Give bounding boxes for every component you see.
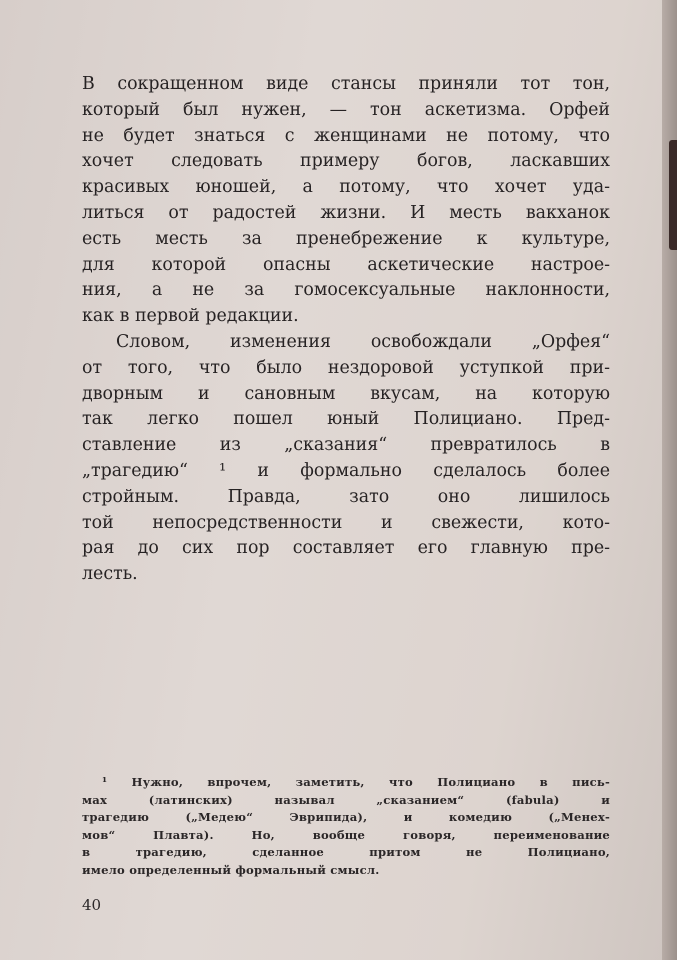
text-line: той непосредственности и свежести, кото- (82, 512, 610, 533)
text-line: ния, а не за гомосексуальные наклонности, (82, 280, 610, 301)
footnote-line: имело определенный формальный смысл. (82, 862, 380, 877)
text-line: который был нужен, — тон аскетизма. Орфей (82, 99, 610, 120)
text-line: рая до сих пор составляет его главную пре- (82, 538, 610, 559)
text-line: литься от радостей жизни. И месть вакханок (82, 202, 610, 223)
text-line: есть месть за пренебрежение к культуре, (82, 228, 610, 249)
footnote-line: мах (латинских) называл „сказанием“ (fabula) и (82, 792, 610, 807)
text-line: „трагедию“ ¹ и формально сделалось более (82, 460, 610, 481)
text-line: хочет следовать примеру богов, ласкавших (82, 151, 610, 172)
footnote-line: трагедию („Медею“ Эврипида), и комедию („Менех- (82, 810, 610, 825)
text-line: дворным и сановным вкусам, на которую (82, 383, 610, 404)
footnote-line: ¹ Нужно, впрочем, заметить, что Полициано в пись- (102, 775, 610, 789)
text-line: Словом, изменения освобождали „Орфея“ (116, 331, 610, 352)
page-number: 40 (82, 896, 102, 914)
text-line: красивых юношей, а потому, что хочет уда- (82, 177, 610, 198)
text-line: не будет знаться с женщинами не потому, что (82, 125, 610, 146)
main-text (82, 72, 610, 588)
text-line: от того, что было нездоровой уступкой при- (82, 357, 610, 378)
footnote (82, 774, 610, 880)
footnote-line: в трагедию, сделанное притом не Полициано, (82, 845, 610, 860)
text-line: В сокращенном виде стансы приняли тот тон, (82, 74, 610, 94)
text-line: ставление из „сказания“ превратилось в (82, 435, 610, 456)
text-line: стройным. Правда, зато оно лишилось (82, 486, 610, 507)
footnote-line: мов“ Плавта). Но, вообще говоря, переименование (82, 827, 610, 842)
text-line: лесть. (82, 564, 138, 585)
text-line: как в первой редакции. (82, 306, 299, 327)
text-line: для которой опасны аскетические настрое- (82, 254, 610, 275)
text-line: так легко пошел юный Полициано. Пред- (82, 409, 610, 430)
bookmark-ribbon (669, 140, 677, 250)
